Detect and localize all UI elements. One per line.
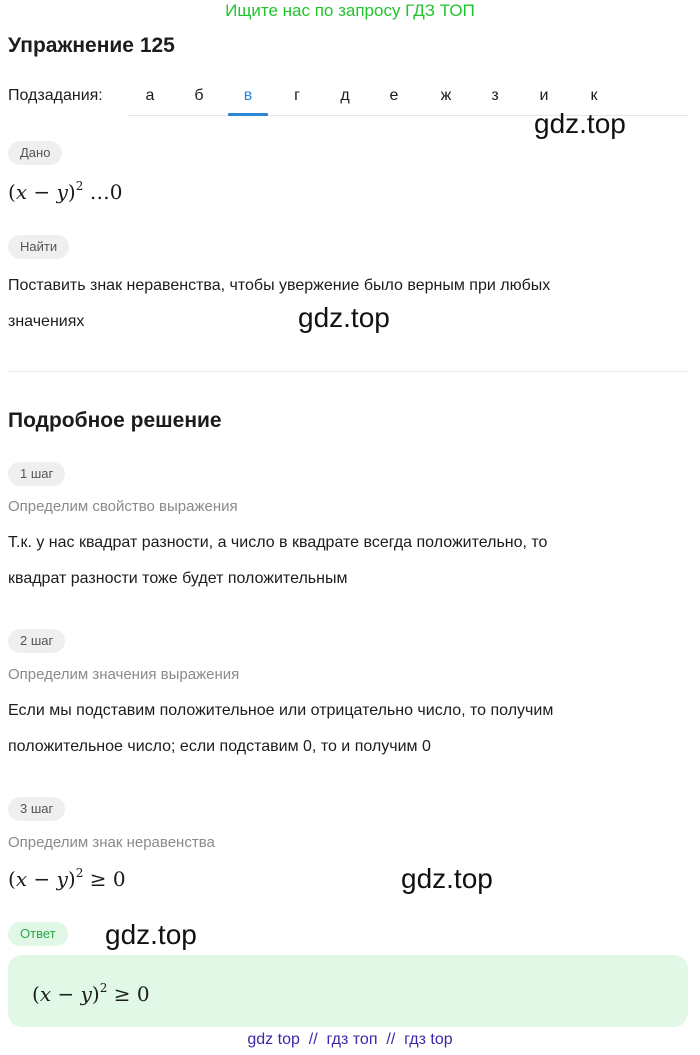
step-2-description: Определим значения выражения <box>8 666 240 683</box>
given-label: Дано <box>8 141 62 165</box>
step-1-description: Определим свойство выражения <box>8 498 238 515</box>
subtask-tab-z[interactable]: з <box>491 87 499 104</box>
var-y: y <box>80 982 92 1006</box>
answer-box <box>8 955 688 1027</box>
exponent: 2 <box>75 179 84 193</box>
step-2-label: 2 шаг <box>8 629 65 653</box>
subtask-tab-g[interactable]: г <box>294 87 300 104</box>
watermark-text: gdz.top <box>534 108 626 139</box>
find-text-line-1: Поставить знак неравенства, чтобы увержение было верным при любых <box>8 277 551 294</box>
solution-title: Подробное решение <box>8 409 222 432</box>
subtask-tab-e[interactable]: е <box>389 87 399 104</box>
answer-label: Ответ <box>8 922 68 946</box>
footer-links[interactable]: gdz top // гдз топ // гдз top <box>247 1031 453 1048</box>
paren-open: ( <box>32 982 40 1006</box>
find-label: Найти <box>8 235 69 259</box>
paren-open: ( <box>8 180 16 204</box>
subtask-tab-k[interactable]: к <box>590 87 598 104</box>
step-2-text-line-1: Если мы подставим положительное или отрицательно число, то получим <box>8 702 554 719</box>
relation: ≥ 0 <box>83 867 126 891</box>
var-y: y <box>56 180 68 204</box>
var-x: x <box>15 867 28 891</box>
relation: ≥ 0 <box>107 982 150 1006</box>
watermark-text: gdz.top <box>298 302 390 333</box>
paren-open: ( <box>8 867 16 891</box>
step-3-label: 3 шаг <box>8 797 65 821</box>
watermark-text: gdz.top <box>401 863 493 894</box>
step-2-text-line-2: положительное число; если подставим 0, то и получим 0 <box>8 738 431 755</box>
step-1-label: 1 шаг <box>8 462 65 486</box>
exponent: 2 <box>99 981 108 995</box>
var-x: x <box>39 982 52 1006</box>
find-text-line-2: значениях <box>8 313 85 330</box>
minus-sign: − <box>27 867 57 891</box>
answer-expression <box>32 981 150 1010</box>
relation: …0 <box>83 180 123 204</box>
minus-sign: − <box>27 180 57 204</box>
subtask-tab-v[interactable]: в <box>228 82 268 116</box>
given-expression <box>8 179 122 208</box>
section-divider <box>8 371 688 372</box>
step-1-text-line-2: квадрат разности тоже будет положительным <box>8 570 348 587</box>
subtask-tab-a[interactable]: а <box>145 87 155 104</box>
watermark-text: gdz.top <box>105 919 197 950</box>
paren-close: ) <box>67 180 76 204</box>
step-3-expression <box>8 866 126 895</box>
page-title: Упражнение 125 <box>8 34 175 57</box>
step-1-text-line-1: Т.к. у нас квадрат разности, а число в квадрате всегда положительно, то <box>8 534 548 551</box>
var-x: x <box>15 180 28 204</box>
subtask-tab-b[interactable]: б <box>194 87 204 104</box>
subtasks-label: Подзадания: <box>8 87 103 104</box>
subtask-tab-zh[interactable]: ж <box>440 87 452 104</box>
paren-close: ) <box>67 867 76 891</box>
paren-close: ) <box>91 982 100 1006</box>
subtask-tab-d[interactable]: д <box>340 87 350 104</box>
step-3-description: Определим знак неравенства <box>8 834 215 851</box>
promo-banner: Ищите нас по запросу ГДЗ ТОП <box>225 1 475 20</box>
var-y: y <box>56 867 68 891</box>
subtask-tab-i[interactable]: и <box>539 87 549 104</box>
exponent: 2 <box>75 866 84 880</box>
minus-sign: − <box>51 982 81 1006</box>
